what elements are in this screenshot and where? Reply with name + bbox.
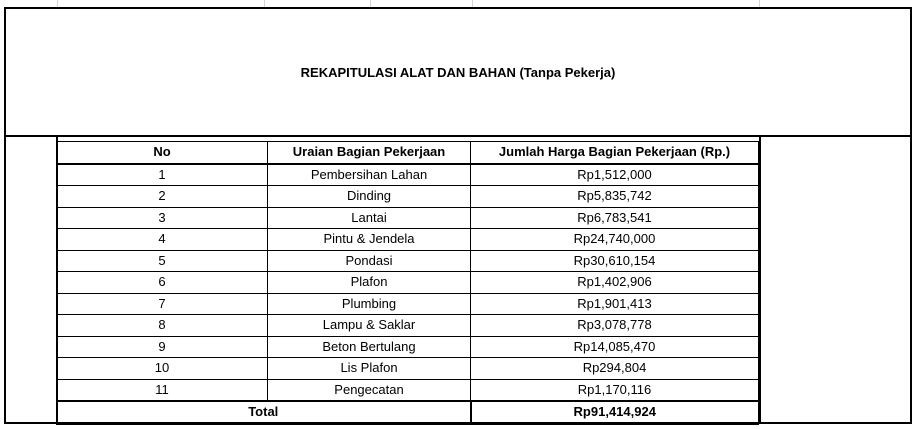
- row-harga: Rp1,170,116: [471, 379, 759, 401]
- row-harga: Rp1,512,000: [471, 164, 759, 186]
- row-uraian: Lantai: [268, 207, 471, 229]
- row-no: 9: [57, 336, 268, 358]
- total-value: Rp91,414,924: [471, 401, 759, 424]
- table-row: [57, 379, 759, 401]
- row-uraian: Pembersihan Lahan: [268, 164, 471, 186]
- table-row: [57, 164, 759, 186]
- row-uraian: Beton Bertulang: [268, 336, 471, 358]
- table-row: [57, 272, 759, 294]
- row-no: 10: [57, 358, 268, 380]
- table-row: [57, 336, 759, 358]
- row-uraian: Plumbing: [268, 293, 471, 315]
- row-no: 8: [57, 315, 268, 337]
- left-margin-cell: [4, 137, 58, 424]
- total-row: [57, 401, 759, 424]
- row-no: 3: [57, 207, 268, 229]
- grid-line: [472, 0, 473, 7]
- table-header-row: [57, 142, 759, 164]
- row-harga: Rp14,085,470: [471, 336, 759, 358]
- row-uraian: Lis Plafon: [268, 358, 471, 380]
- row-no: 2: [57, 186, 268, 208]
- header-uraian: Uraian Bagian Pekerjaan: [268, 142, 471, 164]
- row-harga: Rp6,783,541: [471, 207, 759, 229]
- row-no: 4: [57, 229, 268, 251]
- grid-line: [759, 0, 760, 7]
- grid-line: [264, 0, 265, 7]
- table-row: [57, 229, 759, 251]
- table-row: [57, 358, 759, 380]
- total-label: Total: [57, 401, 471, 424]
- table-row: [57, 207, 759, 229]
- row-no: 11: [57, 379, 268, 401]
- row-uraian: Pondasi: [268, 250, 471, 272]
- page-title: REKAPITULASI ALAT DAN BAHAN (Tanpa Pekerja): [300, 64, 616, 80]
- row-no: 1: [57, 164, 268, 186]
- row-no: 7: [57, 293, 268, 315]
- row-harga: Rp30,610,154: [471, 250, 759, 272]
- row-harga: Rp294,804: [471, 358, 759, 380]
- table-row: [57, 315, 759, 337]
- row-uraian: Pengecatan: [268, 379, 471, 401]
- row-harga: Rp3,078,778: [471, 315, 759, 337]
- row-uraian: Pintu & Jendela: [268, 229, 471, 251]
- row-harga: Rp24,740,000: [471, 229, 759, 251]
- table-row: [57, 250, 759, 272]
- grid-line: [57, 0, 58, 7]
- right-margin-cell: [759, 137, 912, 424]
- title-box: [4, 7, 912, 137]
- row-harga: Rp1,901,413: [471, 293, 759, 315]
- header-no: No: [57, 142, 268, 164]
- row-no: 5: [57, 250, 268, 272]
- recap-table: [56, 141, 759, 425]
- grid-line: [370, 0, 371, 7]
- table-row: [57, 186, 759, 208]
- header-harga: Jumlah Harga Bagian Pekerjaan (Rp.): [471, 142, 759, 164]
- row-uraian: Dinding: [268, 186, 471, 208]
- row-harga: Rp1,402,906: [471, 272, 759, 294]
- row-no: 6: [57, 272, 268, 294]
- row-uraian: Plafon: [268, 272, 471, 294]
- table-row: [57, 293, 759, 315]
- row-harga: Rp5,835,742: [471, 186, 759, 208]
- row-uraian: Lampu & Saklar: [268, 315, 471, 337]
